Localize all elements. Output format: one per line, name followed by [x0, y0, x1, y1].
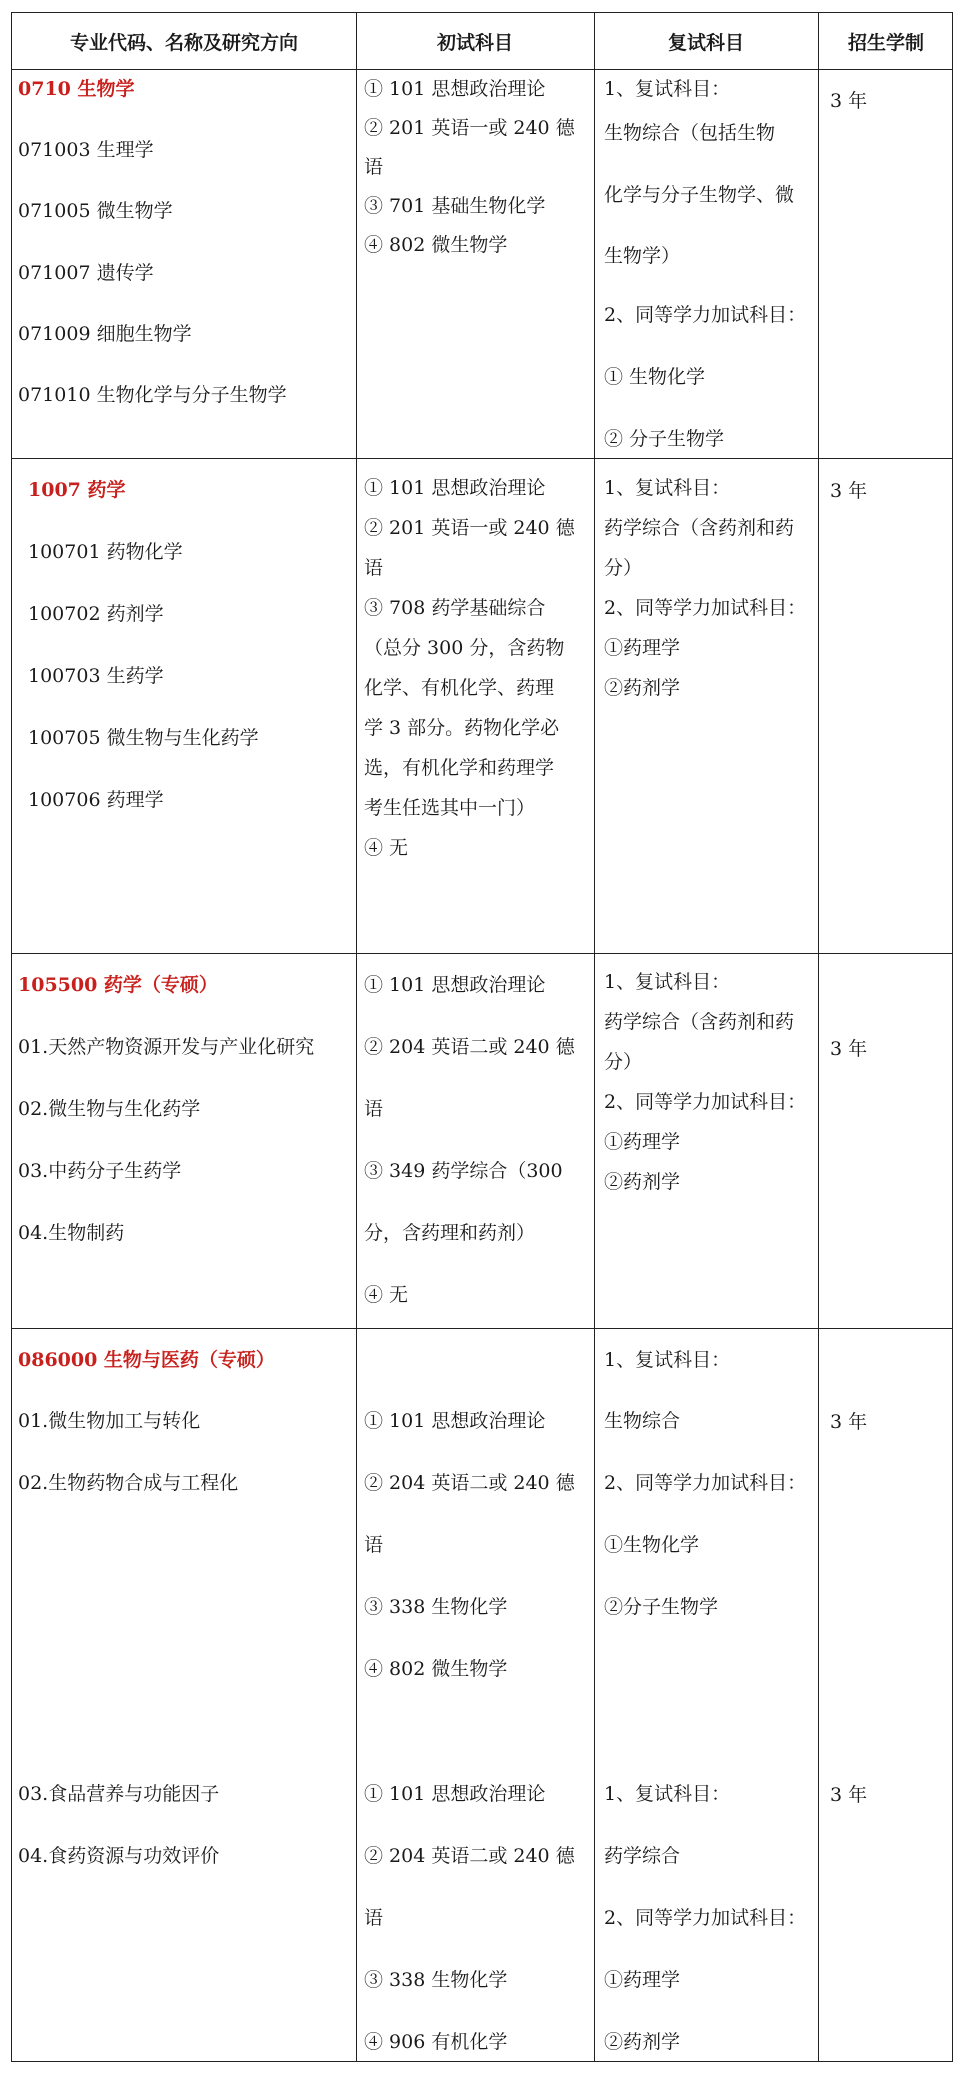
retest-line: 2、同等学力加试科目： [604, 304, 807, 326]
direction-item: 03.中药分子生药学 [18, 1160, 182, 1182]
retest-line: ①药理学 [604, 637, 681, 659]
retest-line: 1、复试科目： [604, 78, 731, 100]
direction-item: 100706 药理学 [28, 789, 164, 811]
prelim-subject: 语 [364, 1098, 384, 1120]
prelim-subject: ④ 无 [364, 1284, 409, 1306]
duration-cell: 3 年 [830, 1038, 868, 1060]
retest-line: 1、复试科目： [604, 1783, 731, 1805]
direction-item: 100702 药剂学 [28, 603, 164, 625]
duration-cell: 3 年 [830, 1784, 868, 1806]
direction-item: 02.微生物与生化药学 [18, 1098, 201, 1120]
retest-cell [604, 1349, 816, 2053]
prelim-subject: ④ 802 微生物学 [364, 234, 508, 256]
prelim-subject: ④ 802 微生物学 [364, 1658, 508, 1680]
major-cell [28, 479, 350, 811]
header-prelim: 初试科目 [436, 31, 513, 54]
prelim-subject: （总分 300 分，含药物 [364, 637, 565, 659]
direction-item: 071007 遗传学 [18, 262, 154, 284]
prelim-subject: 学 3 部分。药物化学必 [364, 717, 560, 739]
retest-line: ①药理学 [604, 1969, 681, 1991]
prelim-cell [364, 477, 590, 857]
major-title: 086000 生物与医药（专硕） [18, 1349, 275, 1371]
prelim-subject: ① 101 思想政治理论 [364, 974, 546, 996]
prelim-subject: ① 101 思想政治理论 [364, 477, 546, 499]
prelim-subject: 语 [364, 156, 384, 178]
retest-line: 2、同等学力加试科目： [604, 1907, 807, 1929]
retest-line: ②分子生物学 [604, 1596, 719, 1618]
prelim-subject: ③ 701 基础生物化学 [364, 195, 546, 217]
prelim-subject: 化学、有机化学、药理 [364, 677, 555, 699]
retest-line: 药学综合 [604, 1845, 681, 1867]
direction-item: 01.天然产物资源开发与产业化研究 [18, 1036, 315, 1058]
retest-line: 生物学） [604, 245, 681, 267]
retest-cell [604, 78, 816, 450]
direction-item: 100703 生药学 [28, 665, 164, 687]
retest-line: 分） [604, 1051, 643, 1073]
major-cell [18, 974, 350, 1244]
retest-line: ①药理学 [604, 1131, 681, 1153]
direction-item: 071009 细胞生物学 [18, 323, 192, 345]
prelim-cell [364, 1410, 590, 2053]
retest-line: 1、复试科目： [604, 477, 731, 499]
retest-line: 1、复试科目： [604, 971, 731, 993]
prelim-subject: ③ 338 生物化学 [364, 1969, 508, 1991]
retest-line: 生物综合 [604, 1410, 681, 1432]
direction-item: 02.生物药物合成与工程化 [18, 1472, 239, 1494]
retest-line: 1、复试科目： [604, 1349, 731, 1371]
retest-line: ②药剂学 [604, 1171, 681, 1193]
retest-line: ① 生物化学 [604, 366, 706, 388]
retest-line: 2、同等学力加试科目： [604, 1091, 807, 1113]
retest-line: ①生物化学 [604, 1534, 700, 1556]
header-duration: 招生学制 [847, 31, 924, 54]
duration-cell: 3 年 [830, 480, 868, 502]
prelim-subject: 考生任选其中一门） [364, 797, 536, 819]
prelim-subject: ④ 906 有机化学 [364, 2031, 508, 2053]
prelim-subject: ② 201 英语一或 240 德 [364, 517, 575, 539]
retest-line: 化学与分子生物学、微 [604, 184, 795, 206]
direction-item: 04.食药资源与功效评价 [18, 1845, 220, 1867]
retest-line: ②药剂学 [604, 2031, 681, 2053]
row-divider [12, 1328, 952, 1329]
row-divider [12, 458, 952, 459]
direction-item: 071010 生物化学与分子生物学 [18, 384, 287, 406]
major-cell [18, 78, 350, 406]
major-title: 1007 药学 [28, 479, 126, 501]
header-retest: 复试科目 [667, 31, 744, 54]
prelim-subject: ① 101 思想政治理论 [364, 1783, 546, 1805]
prelim-subject: 选，有机化学和药理学 [364, 757, 555, 779]
direction-item: 071003 生理学 [18, 139, 154, 161]
duration-cell: 3 年 [830, 1411, 868, 1433]
prelim-subject: ② 204 英语二或 240 德 [364, 1036, 575, 1058]
row-divider [12, 953, 952, 954]
header-major: 专业代码、名称及研究方向 [69, 31, 298, 54]
direction-item: 071005 微生物学 [18, 200, 173, 222]
prelim-subject: ③ 338 生物化学 [364, 1596, 508, 1618]
direction-item: 03.食品营养与功能因子 [18, 1783, 220, 1805]
retest-line: 分） [604, 557, 643, 579]
prelim-subject: ① 101 思想政治理论 [364, 78, 546, 100]
prelim-subject: ② 201 英语一或 240 德 [364, 117, 575, 139]
retest-line: 生物综合（包括生物 [604, 122, 776, 144]
prelim-subject: ① 101 思想政治理论 [364, 1410, 546, 1432]
row-divider [12, 69, 952, 70]
retest-line: 药学综合（含药剂和药 [604, 517, 795, 539]
duration-cell: 3 年 [830, 90, 868, 112]
retest-line: 2、同等学力加试科目： [604, 1472, 807, 1494]
admission-table [11, 12, 953, 2062]
retest-line: ② 分子生物学 [604, 428, 725, 450]
prelim-subject: 语 [364, 557, 384, 579]
retest-cell [604, 971, 816, 1191]
prelim-subject: ② 204 英语二或 240 德 [364, 1845, 575, 1867]
prelim-subject: ③ 349 药学综合（300 [364, 1160, 563, 1182]
direction-item: 04.生物制药 [18, 1222, 125, 1244]
prelim-subject: 语 [364, 1907, 384, 1929]
direction-item: 01.微生物加工与转化 [18, 1410, 201, 1432]
prelim-subject: ④ 无 [364, 837, 409, 859]
retest-line: ②药剂学 [604, 677, 681, 699]
prelim-cell [364, 78, 590, 256]
prelim-subject: 语 [364, 1534, 384, 1556]
prelim-subject: 分，含药理和药剂） [364, 1222, 536, 1244]
retest-line: 药学综合（含药剂和药 [604, 1011, 795, 1033]
column-divider [356, 13, 357, 2061]
major-title: 105500 药学（专硕） [18, 974, 218, 996]
prelim-subject: ③ 708 药学基础综合 [364, 597, 546, 619]
major-title: 0710 生物学 [18, 78, 135, 100]
column-divider [594, 13, 595, 2061]
retest-cell [604, 477, 816, 697]
retest-line: 2、同等学力加试科目： [604, 597, 807, 619]
direction-item: 100701 药物化学 [28, 541, 183, 563]
direction-item: 100705 微生物与生化药学 [28, 727, 259, 749]
column-divider [818, 13, 819, 2061]
major-cell [18, 1349, 350, 2049]
prelim-subject: ② 204 英语二或 240 德 [364, 1472, 575, 1494]
prelim-cell [364, 974, 590, 1304]
